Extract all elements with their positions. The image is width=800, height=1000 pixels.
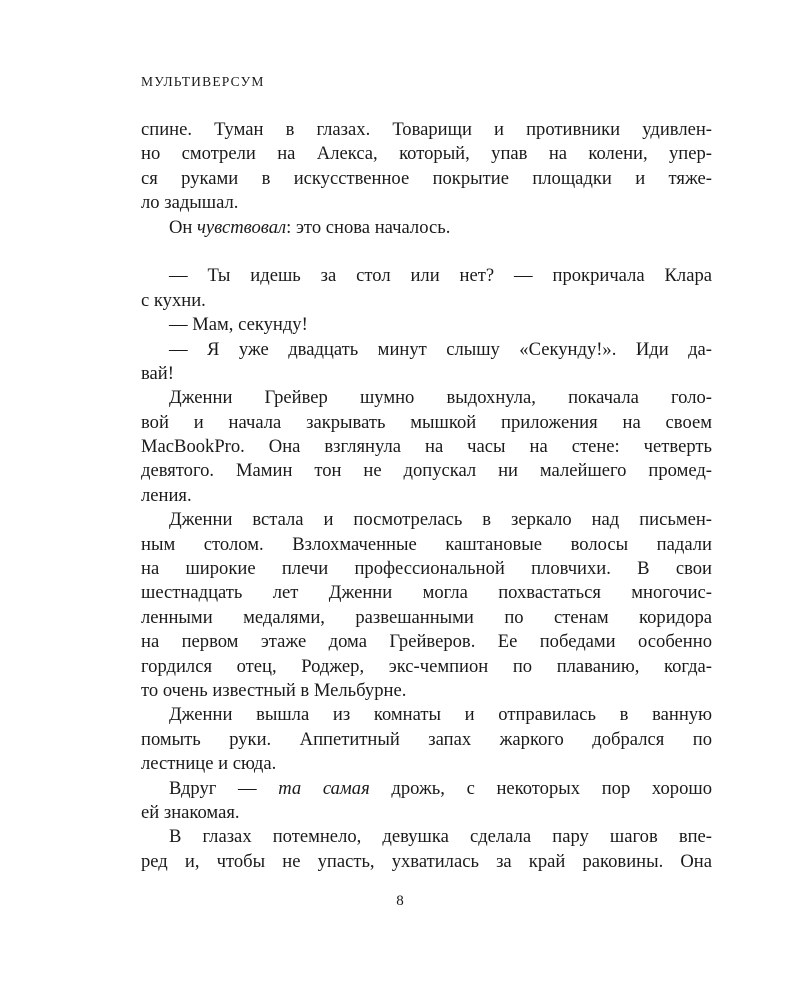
text-line: — Ты идешь за стол или нет? — прокричала Клара (169, 265, 712, 287)
text-line: но смотрели на Алекса, который, упав на колени, упер- (141, 143, 712, 165)
text-line: девятого. Мамин тон не допускал ни малейшего промед- (141, 460, 712, 482)
text-line: помыть руки. Аппетитный запах жаркого добрался по (141, 728, 712, 750)
text-line: ления. (141, 484, 192, 506)
text-line: Дженни Грейвер шумно выдохнула, покачала голо- (169, 387, 712, 409)
text-line: на первом этаже дома Грейверов. Ее победами особенно (141, 631, 712, 653)
text-line: ленными медалями, развешанными по стенам коридора (141, 606, 712, 628)
text-line: с кухни. (141, 289, 206, 311)
text-line: ло задышал. (141, 192, 239, 214)
text-line (141, 216, 712, 240)
text-line: В глазах потемнело, девушка сделала пару шагов впе- (169, 826, 712, 848)
text-run: Он (169, 216, 198, 238)
text-line: ся руками в искусственное покрытие площадки и тяже- (141, 167, 712, 189)
text-line: гордился отец, Роджер, экс-чемпион по плаванию, когда- (141, 655, 712, 677)
text-line: на широкие плечи профессиональной пловчихи. В свои (141, 558, 712, 580)
text-line: шестнадцать лет Дженни могла похвастаться многочис- (141, 582, 712, 604)
text-line: то очень известный в Мельбурне. (141, 679, 407, 701)
text-line: вой и начала закрывать мышкой приложения на своем (141, 411, 712, 433)
text-line: Дженни вышла из комнаты и отправилась в ванную (169, 704, 712, 726)
text-line: ным столом. Взлохмаченные каштановые волосы падали (141, 533, 712, 555)
section-break (141, 240, 712, 264)
text-line: — Мам, секунду! (169, 314, 308, 336)
body-text (141, 118, 712, 874)
text-line: вай! (141, 362, 174, 384)
emphasis: чувствовал (197, 216, 287, 238)
text-line: — Я уже двадцать минут слышу «Секунду!». Иди да- (169, 338, 712, 360)
text-run: : это снова началось. (286, 216, 451, 238)
text-line: ред и, чтобы не упасть, ухватилась за край раковины. Она (141, 850, 712, 872)
emphasis: та самая (278, 777, 370, 799)
text-line: спине. Туман в глазах. Товарищи и противники удивлен- (141, 119, 712, 140)
text-line: MacBookPro. Она взглянула на часы на стене: четверть (141, 436, 712, 458)
text-line: ей знакомая. (141, 801, 240, 823)
text-run: Вдруг — (169, 777, 279, 799)
text-line: лестнице и сюда. (141, 753, 277, 775)
page-number: 8 (396, 893, 404, 909)
text-run: дрожь, с некоторых пор хорошо (369, 777, 712, 799)
text-line (141, 777, 712, 801)
text-line: Дженни встала и посмотрелась в зеркало над письмен- (169, 509, 712, 531)
running-title: МУЛЬТИВЕРСУМ (141, 74, 265, 89)
